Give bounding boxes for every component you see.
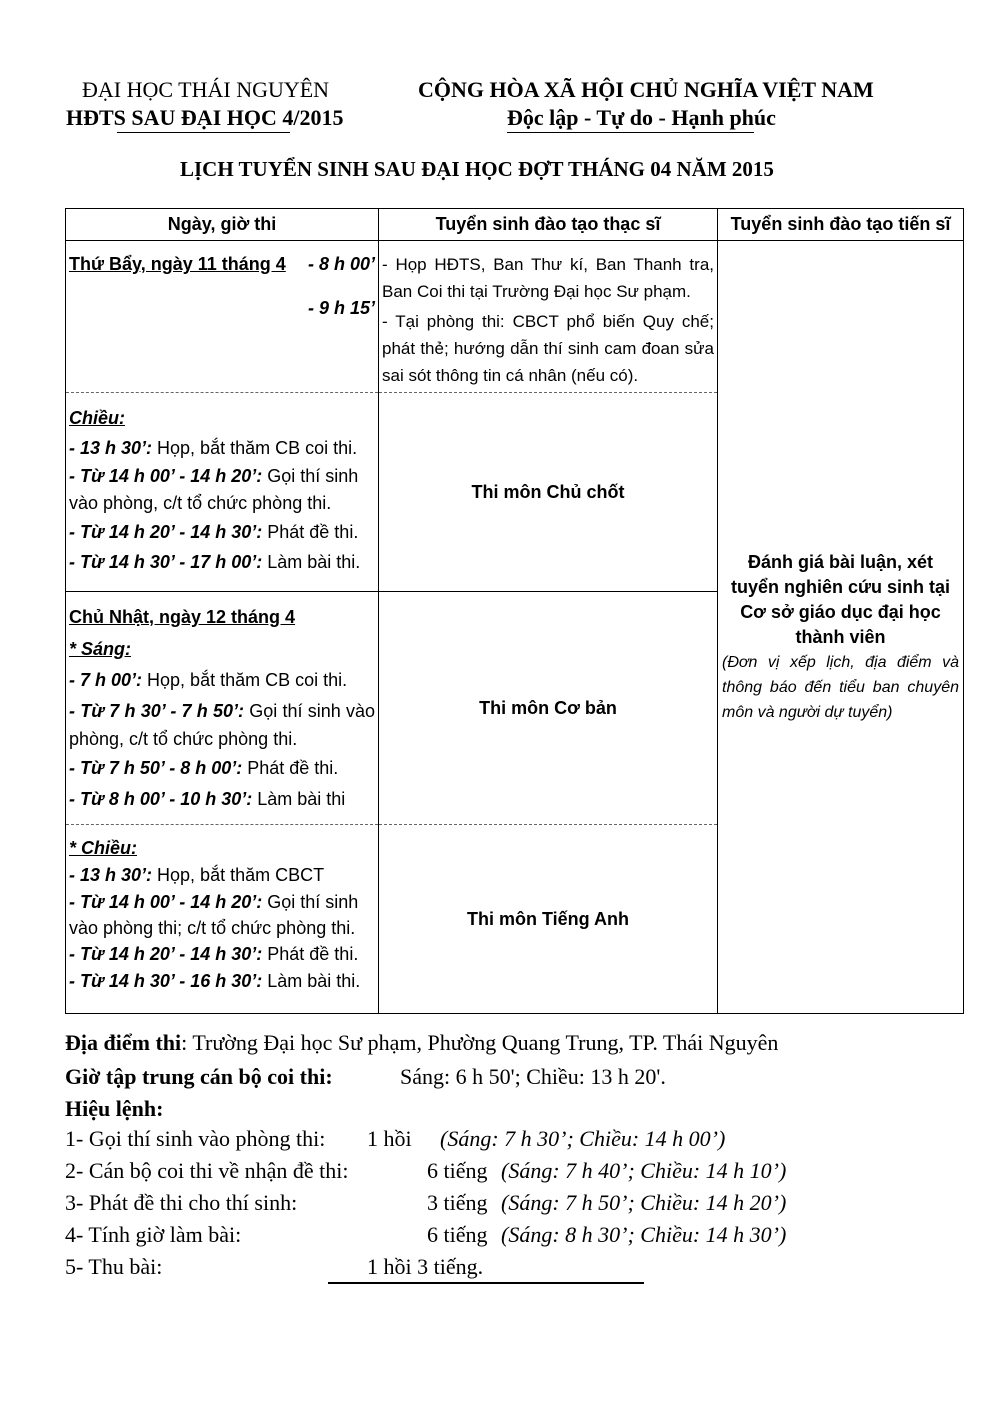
time-9h15: - 9 h 15’ — [307, 298, 375, 318]
master-cell-english-subject: Thi môn Tiếng Anh — [379, 825, 718, 1014]
col-header-master: Tuyển sinh đào tạo thạc sĩ — [379, 209, 718, 241]
exam-location-label: Địa điểm thi — [65, 1030, 182, 1055]
time-8h00: - 8 h 00’ — [307, 254, 375, 274]
signal-row-4: 4- Tính giờ làm bài: 6 tiếng (Sáng: 8 h 30’; Chiều: 14 h 30’) — [65, 1222, 787, 1247]
date-cell-saturday-afternoon — [66, 393, 379, 592]
list-item: - Từ 14 h 20’ - 14 h 30’: Phát đề thi. — [69, 522, 359, 542]
signal-row-5: 5- Thu bài: 1 hồi 3 tiếng. — [65, 1254, 484, 1279]
master-cell-basic-subject: Thi môn Cơ bản — [379, 592, 718, 825]
date-cell-sunday-morning — [66, 592, 379, 825]
doctoral-note-text: (Đơn vị xếp lịch, địa điểm và thông báo đến tiểu ban chuyên môn và người dự tuyển) — [722, 653, 959, 721]
list-item: - Từ 14 h 20’ - 14 h 30’: Phát đề thi. — [69, 944, 359, 964]
master-room-text: - Tại phòng thi: CBCT phổ biến Quy chế; phát thẻ; hướng dẫn thí sinh cam đoan sửa sai sót thông tin cá nhân (nếu có). — [382, 312, 714, 385]
header-right-underline — [507, 132, 754, 133]
doctoral-main-text: Đánh giá bài luận, xét tuyển nghiên cứu sinh tại Cơ sở giáo dục đại học thành viên — [730, 551, 951, 647]
gather-time-text: Sáng: 6 h 50'; Chiều: 13 h 20'. — [400, 1064, 666, 1089]
doctoral-cell — [718, 241, 964, 1014]
master-meeting-text: - Họp HĐTS, Ban Thư kí, Ban Thanh tra, Ban Coi thi tại Trường Đại học Sư phạm. — [382, 255, 714, 301]
list-item: - Từ 8 h 00’ - 10 h 30’: Làm bài thi — [69, 789, 346, 809]
day-saturday: Thứ Bẩy, ngày 11 tháng 4 — [69, 254, 286, 274]
table-row — [66, 241, 964, 393]
day-sunday: Chủ Nhật, ngày 12 tháng 4 — [69, 607, 296, 627]
list-item: - Từ 7 h 50’ - 8 h 00’: Phát đề thi. — [69, 757, 339, 778]
header-left-underline — [117, 132, 290, 133]
collect-underline — [328, 1282, 644, 1284]
sunday-afternoon-label: * Chiều: — [69, 838, 138, 858]
list-item: - 13 h 30’: Họp, bắt thăm CBCT — [69, 865, 325, 885]
exam-location-text: : Trường Đại học Sư phạm, Phường Quang Trung, TP. Thái Nguyên — [181, 1030, 779, 1055]
signal-row-1: 1- Gọi thí sinh vào phòng thi: 1 hồi (Sáng: 7 h 30’; Chiều: 14 h 00’) — [65, 1126, 726, 1151]
org-name: ĐẠI HỌC THÁI NGUYÊN — [82, 77, 330, 102]
list-item: - Từ 14 h 00’ - 14 h 20’: Gọi thí sinh vào phòng thi; c/t tổ chức phòng thi. — [69, 892, 359, 938]
gather-time-label: Giờ tập trung cán bộ coi thi: — [65, 1064, 333, 1089]
schedule-table — [65, 208, 964, 1014]
signal-row-2: 2- Cán bộ coi thi về nhận đề thi: 6 tiếng (Sáng: 7 h 40’; Chiều: 14 h 10’) — [65, 1158, 787, 1183]
list-item: - Từ 14 h 00’ - 14 h 20’: Gọi thí sinh vào phòng, c/t tổ chức phòng thi. — [69, 466, 359, 513]
date-cell-sunday-afternoon — [66, 825, 379, 1014]
page-title: LỊCH TUYỂN SINH SAU ĐẠI HỌC ĐỢT THÁNG 04 NĂM 2015 — [180, 157, 774, 181]
country-name: CỘNG HÒA XÃ HỘI CHỦ NGHĨA VIỆT NAM — [418, 77, 874, 102]
council-name — [66, 105, 343, 131]
afternoon-label: Chiều: — [69, 408, 125, 428]
morning-label: * Sáng: — [69, 638, 132, 659]
table-header-row — [66, 209, 964, 241]
list-item: - Từ 14 h 30’ - 16 h 30’: Làm bài thi. — [69, 971, 361, 991]
gather-time — [65, 1064, 666, 1090]
date-cell-saturday-morning — [66, 241, 379, 393]
signals-label: Hiệu lệnh: — [65, 1096, 164, 1121]
col-header-doctoral: Tuyển sinh đào tạo tiến sĩ — [718, 209, 964, 241]
list-item: - 7 h 00’: Họp, bắt thăm CB coi thi. — [69, 670, 348, 690]
col-header-date: Ngày, giờ thi — [66, 209, 379, 241]
list-item: - Từ 7 h 30’ - 7 h 50’: Gọi thí sinh vào phòng, c/t tổ chức phòng thi. — [69, 700, 375, 749]
master-cell-saturday-morning — [379, 241, 718, 393]
signal-row-3: 3- Phát đề thi cho thí sinh: 3 tiếng (Sáng: 7 h 50’; Chiều: 14 h 20’) — [65, 1190, 787, 1215]
exam-location — [65, 1030, 778, 1056]
list-item: - Từ 14 h 30’ - 17 h 00’: Làm bài thi. — [69, 552, 361, 572]
list-item: - 13 h 30’: Họp, bắt thăm CB coi thi. — [69, 438, 358, 458]
motto: Độc lập - Tự do - Hạnh phúc — [507, 105, 776, 130]
council-name-text: HĐTS SAU ĐẠI HỌC 4/2015 — [66, 105, 344, 130]
master-cell-core-subject: Thi môn Chủ chốt — [379, 393, 718, 592]
